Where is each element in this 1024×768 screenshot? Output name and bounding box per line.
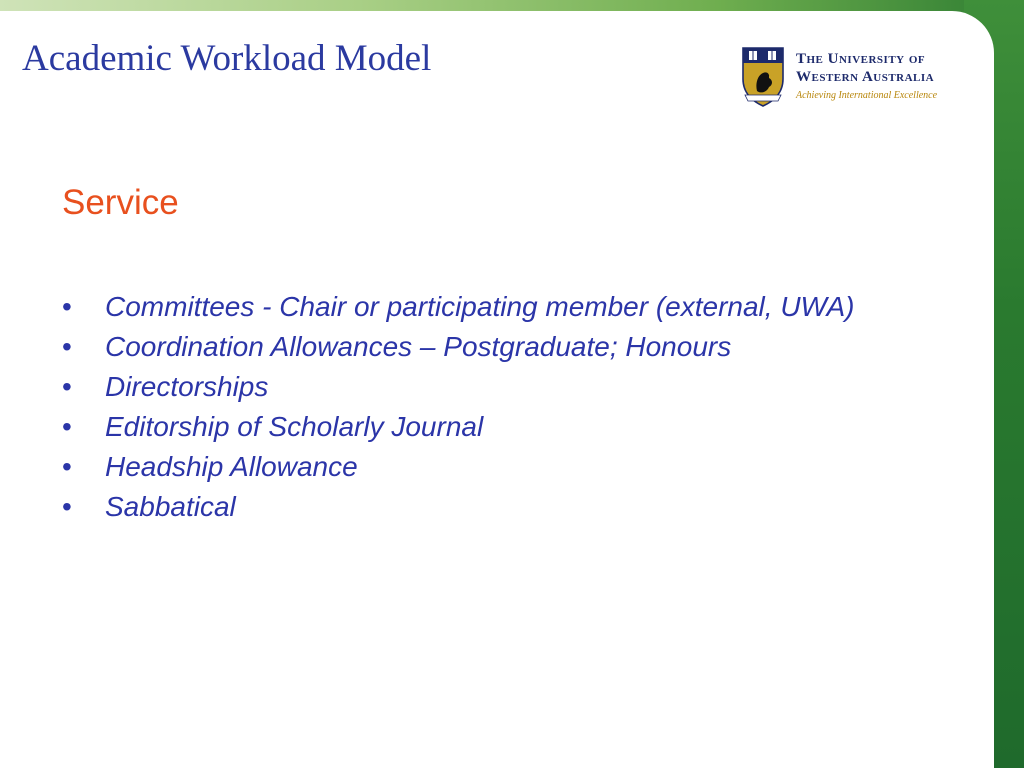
bullet-icon: • bbox=[62, 371, 72, 402]
list-item-text: Headship Allowance bbox=[105, 451, 358, 482]
logo-name-line2: Western Australia bbox=[796, 69, 935, 85]
bullet-icon: • bbox=[62, 331, 72, 362]
logo-name-line1: The University of bbox=[796, 51, 926, 67]
section-heading: Service bbox=[62, 183, 179, 222]
bullet-icon: • bbox=[62, 491, 72, 522]
list-item-text: Directorships bbox=[105, 371, 269, 402]
list-item bbox=[62, 327, 942, 367]
list-item-text: Editorship of Scholarly Journal bbox=[105, 411, 484, 442]
slide-title: Academic Workload Model bbox=[22, 38, 432, 79]
university-logo bbox=[740, 45, 960, 109]
list-item bbox=[62, 487, 942, 527]
bullet-icon: • bbox=[62, 451, 72, 482]
list-item bbox=[62, 407, 942, 447]
list-item bbox=[62, 287, 942, 327]
crest-icon bbox=[740, 45, 786, 107]
list-item bbox=[62, 447, 942, 487]
slide bbox=[0, 11, 994, 768]
list-item bbox=[62, 367, 942, 407]
list-item-text: Committees - Chair or participating member (external, UWA) bbox=[105, 291, 855, 322]
bullet-icon: • bbox=[62, 411, 72, 442]
logo-tagline: Achieving International Excellence bbox=[796, 90, 938, 101]
bullet-list bbox=[62, 287, 942, 527]
list-item-text: Sabbatical bbox=[105, 491, 236, 522]
bullet-icon: • bbox=[62, 291, 72, 322]
list-item-text: Coordination Allowances – Postgraduate; Honours bbox=[105, 331, 732, 362]
